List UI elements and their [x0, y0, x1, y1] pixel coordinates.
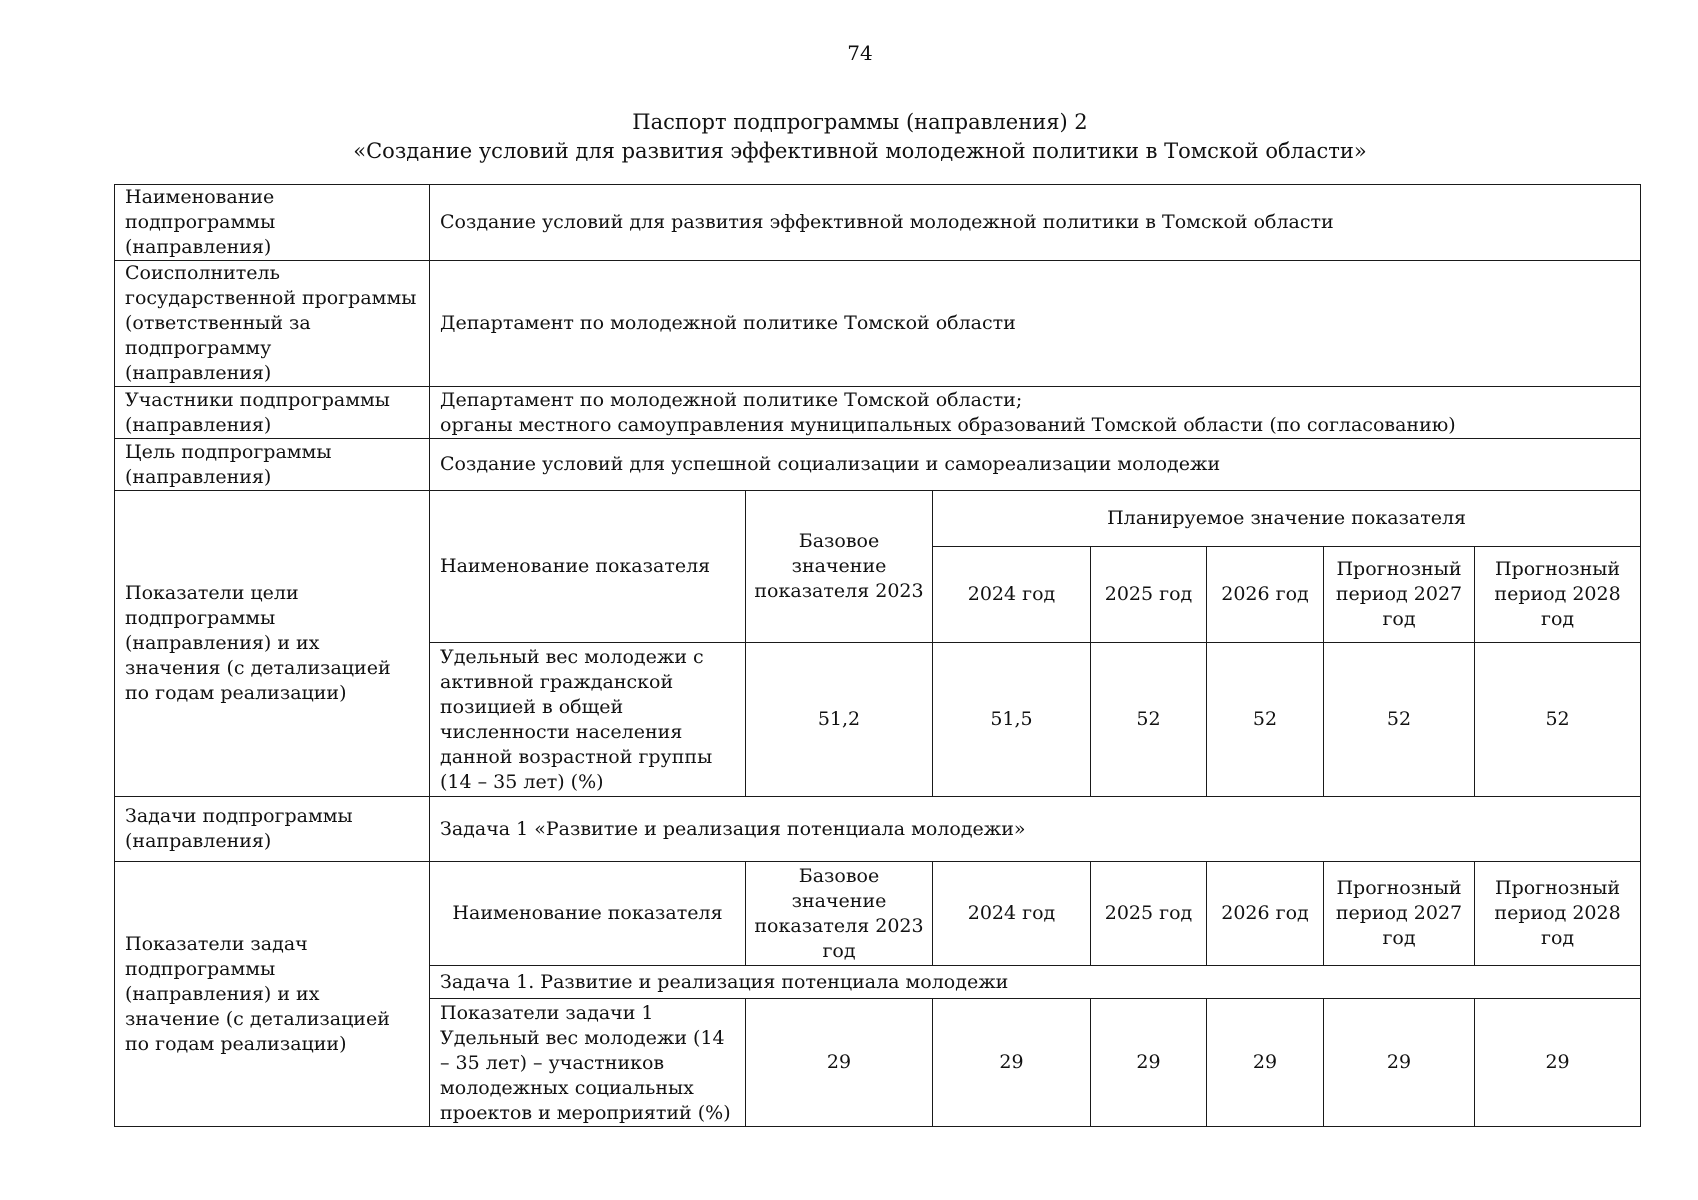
goal-indicator-2026: 52 — [1207, 643, 1324, 797]
goal-year-2027: Прогнозный период 2027 год — [1324, 547, 1475, 643]
goal-indicator-2025: 52 — [1091, 643, 1207, 797]
row-participants-value — [430, 387, 1641, 439]
row-participants — [115, 387, 1641, 439]
goal-year-2026: 2026 год — [1207, 547, 1324, 643]
participants-line-1: Департамент по молодежной политике Томской области; — [440, 388, 1023, 411]
goal-indicator-base: 51,2 — [746, 643, 933, 797]
task-indicator-2028: 29 — [1475, 999, 1641, 1127]
task-year-2025: 2025 год — [1091, 862, 1207, 966]
task-indicators-label: Показатели задач подпрограммы (направления) и их значение (с детализацией по годам реализации) — [115, 862, 430, 1127]
task-indicator-2027: 29 — [1324, 999, 1475, 1127]
goal-indicator-name: Удельный вес молодежи с активной гражданской позицией в общей численности населения данной возрастной группы (14 – 35 лет) (%) — [430, 643, 746, 797]
goal-year-2025: 2025 год — [1091, 547, 1207, 643]
task-year-2027: Прогнозный период 2027 год — [1324, 862, 1475, 966]
goal-indicators-planned-header: Планируемое значение показателя — [933, 491, 1641, 547]
page-number: 74 — [847, 41, 873, 65]
row-tasks-label: Задачи подпрограммы (направления) — [115, 797, 430, 862]
row-participants-label: Участники подпрограммы (направления) — [115, 387, 430, 439]
task-indicators-header-row — [115, 862, 1641, 966]
row-tasks — [115, 797, 1641, 862]
task-indicator-name-line-1: Показатели задачи 1 — [440, 1002, 654, 1024]
goal-indicator-2028: 52 — [1475, 643, 1641, 797]
row-coexecutor-label: Соисполнитель государственной программы (ответственный за подпрограмму (направления) — [115, 261, 430, 387]
document-title — [0, 108, 1698, 166]
title-line-1: Паспорт подпрограммы (направления) 2 — [632, 110, 1088, 134]
goal-indicator-2027: 52 — [1324, 643, 1475, 797]
task-indicator-2024: 29 — [933, 999, 1091, 1127]
participants-line-2: органы местного самоуправления муниципальных образований Томской области (по согласованию) — [440, 413, 1456, 436]
goal-year-2028: Прогнозный период 2028 год — [1475, 547, 1641, 643]
goal-indicators-header-row — [115, 491, 1641, 547]
row-name-label: Наименование подпрограммы (направления) — [115, 185, 430, 261]
task-indicator-2025: 29 — [1091, 999, 1207, 1127]
task-indicator-2026: 29 — [1207, 999, 1324, 1127]
task-title: Задача 1. Развитие и реализация потенциала молодежи — [430, 966, 1641, 999]
goal-indicators-base-header: Базовое значение показателя 2023 — [746, 491, 933, 643]
task-indicators-base-header: Базовое значение показателя 2023 год — [746, 862, 933, 966]
passport-table — [114, 184, 1641, 1127]
goal-indicators-label: Показатели цели подпрограммы (направления) и их значения (с детализацией по годам реализации) — [115, 491, 430, 797]
task-indicators-name-header: Наименование показателя — [430, 862, 746, 966]
task-year-2024: 2024 год — [933, 862, 1091, 966]
task-indicator-name — [430, 999, 746, 1127]
row-tasks-value: Задача 1 «Развитие и реализация потенциала молодежи» — [430, 797, 1641, 862]
row-name-value: Создание условий для развития эффективной молодежной политики в Томской области — [430, 185, 1641, 261]
row-coexecutor — [115, 261, 1641, 387]
row-goal — [115, 439, 1641, 491]
task-indicator-base: 29 — [746, 999, 933, 1127]
goal-indicator-2024: 51,5 — [933, 643, 1091, 797]
row-name — [115, 185, 1641, 261]
task-year-2026: 2026 год — [1207, 862, 1324, 966]
task-year-2028: Прогнозный период 2028 год — [1475, 862, 1641, 966]
task-indicator-name-line-2: Удельный вес молодежи (14 – 35 лет) – участников молодежных социальных проектов и мероприятий (%) — [440, 1027, 731, 1124]
row-coexecutor-value: Департамент по молодежной политике Томской области — [430, 261, 1641, 387]
row-goal-value: Создание условий для успешной социализации и самореализации молодежи — [430, 439, 1641, 491]
row-goal-label: Цель подпрограммы (направления) — [115, 439, 430, 491]
goal-indicators-name-header: Наименование показателя — [430, 491, 746, 643]
title-line-2: «Создание условий для развития эффективной молодежной политики в Томской области» — [353, 139, 1367, 163]
goal-year-2024: 2024 год — [933, 547, 1091, 643]
